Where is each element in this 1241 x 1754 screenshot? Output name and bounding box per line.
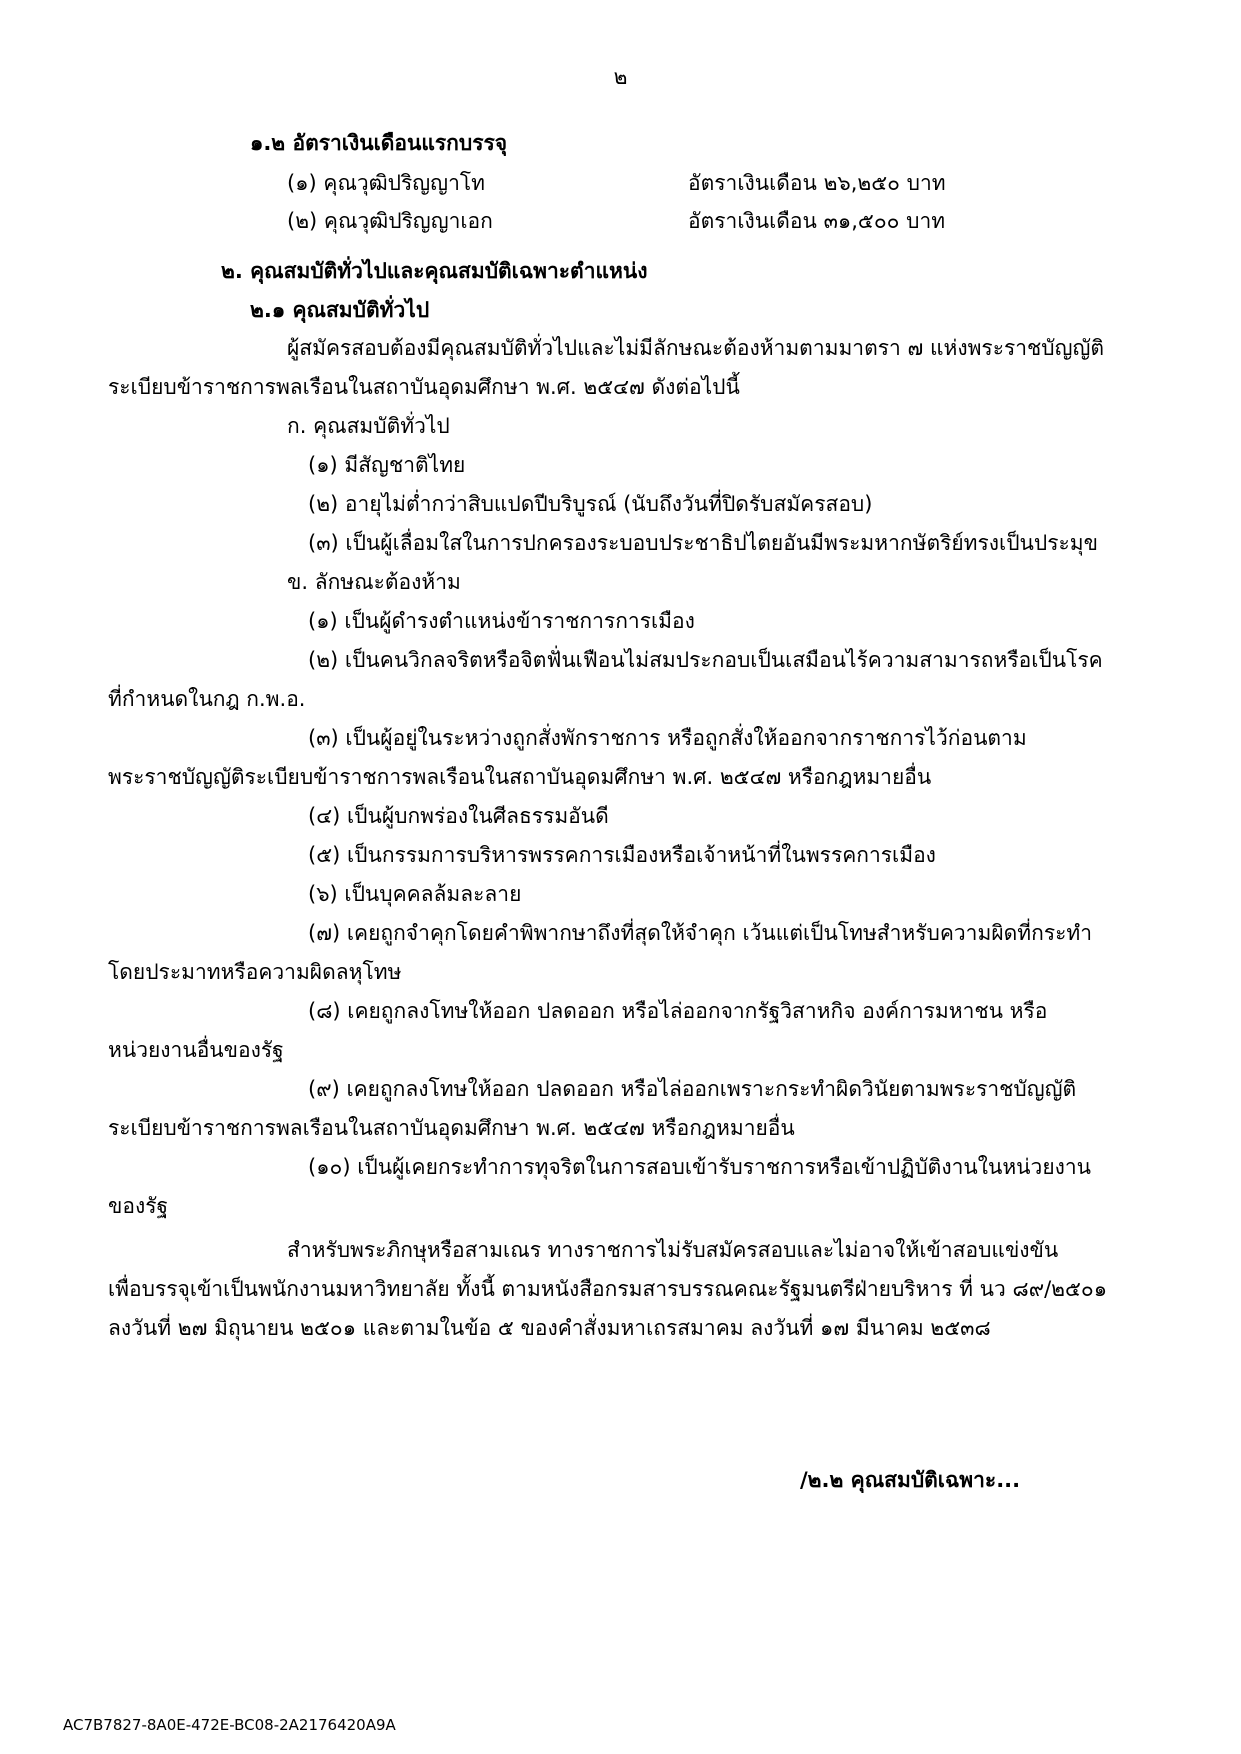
- prohibition-item-8: (๘) เคยถูกลงโทษให้ออก ปลดออก หรือไล่ออกจากรัฐวิสาหกิจ องค์การมหาชน หรือ: [308, 999, 1048, 1023]
- prohibition-item-7: (๗) เคยถูกจำคุกโดยคำพิพากษาถึงที่สุดให้จำคุก เว้นแต่เป็นโทษสำหรับความผิดที่กระทำ: [308, 921, 1093, 945]
- prohibition-item-9-cont: ระเบียบข้าราชการพลเรือนในสถาบันอุดมศึกษา พ.ศ. ๒๕๔๗ หรือกฎหมายอื่น: [108, 1116, 795, 1140]
- qualification-item-1: (๑) มีสัญชาติไทย: [308, 453, 466, 477]
- prohibition-item-1: (๑) เป็นผู้ดำรงตำแหน่งข้าราชการการเมือง: [308, 609, 695, 633]
- prohibition-item-8-cont: หน่วยงานอื่นของรัฐ: [108, 1038, 284, 1062]
- prohibition-item-5: (๕) เป็นกรรมการบริหารพรรคการเมืองหรือเจ้าหน้าที่ในพรรคการเมือง: [308, 843, 936, 867]
- qualification-item-3: (๓) เป็นผู้เลื่อมใสในการปกครองระบอบประชาธิปไตยอันมีพระมหากษัตริย์ทรงเป็นประมุข: [308, 531, 1099, 555]
- prohibitions-heading: ข. ลักษณะต้องห้าม: [287, 570, 461, 594]
- monk-paragraph-line-1: สำหรับพระภิกษุหรือสามเณร ทางราชการไม่รับสมัครสอบและไม่อาจให้เข้าสอบแข่งขัน: [287, 1238, 1059, 1262]
- prohibition-item-9: (๙) เคยถูกลงโทษให้ออก ปลดออก หรือไล่ออกเพราะกระทำผิดวินัยตามพระราชบัญญัติ: [308, 1077, 1077, 1101]
- section-1-2-heading: ๑.๒ อัตราเงินเดือนแรกบรรจุ: [250, 131, 508, 155]
- salary-row-1-rate: อัตราเงินเดือน ๒๖,๒๕๐ บาท: [688, 171, 946, 195]
- intro-line-1: ผู้สมัครสอบต้องมีคุณสมบัติทั่วไปและไม่มีลักษณะต้องห้ามตามมาตรา ๗ แห่งพระราชบัญญัติ: [287, 336, 1105, 360]
- monk-paragraph-line-2: เพื่อบรรจุเข้าเป็นพนักงานมหาวิทยาลัย ทั้งนี้ ตามหนังสือกรมสารบรรณคณะรัฐมนตรีฝ่ายบริหาร ที่ นว ๘๙/๒๕๐๑: [108, 1277, 1108, 1301]
- prohibition-item-10-cont: ของรัฐ: [108, 1194, 169, 1218]
- salary-row-2-rate: อัตราเงินเดือน ๓๑,๕๐๐ บาท: [688, 209, 946, 233]
- prohibition-item-7-cont: โดยประมาทหรือความผิดลหุโทษ: [108, 960, 402, 984]
- salary-row-1-label: (๑) คุณวุฒิปริญญาโท: [287, 171, 485, 195]
- monk-paragraph-line-3: ลงวันที่ ๒๗ มิถุนายน ๒๕๐๑ และตามในข้อ ๕ ของคำสั่งมหาเถรสมาคม ลงวันที่ ๑๗ มีนาคม ๒๕๓๘: [108, 1316, 991, 1340]
- prohibition-item-2: (๒) เป็นคนวิกลจริตหรือจิตฟั่นเฟือนไม่สมประกอบเป็นเสมือนไร้ความสามารถหรือเป็นโรค: [308, 648, 1103, 672]
- prohibition-item-3-cont: พระราชบัญญัติระเบียบข้าราชการพลเรือนในสถาบันอุดมศึกษา พ.ศ. ๒๕๔๗ หรือกฎหมายอื่น: [108, 765, 932, 789]
- salary-row-2-label: (๒) คุณวุฒิปริญญาเอก: [287, 209, 493, 233]
- section-2-heading: ๒. คุณสมบัติทั่วไปและคุณสมบัติเฉพาะตำแหน่ง: [221, 259, 648, 283]
- prohibition-item-6: (๖) เป็นบุคคลล้มละลาย: [308, 882, 522, 906]
- prohibition-item-4: (๔) เป็นผู้บกพร่องในศีลธรรมอันดี: [308, 804, 609, 828]
- page-number: ๒: [613, 65, 628, 89]
- continuation-note: /๒.๒ คุณสมบัติเฉพาะ...: [800, 1468, 1021, 1492]
- general-qualifications-heading: ก. คุณสมบัติทั่วไป: [287, 414, 450, 438]
- document-id: AC7B7827-8A0E-472E-BC08-2A2176420A9A: [63, 1716, 396, 1734]
- qualification-item-2: (๒) อายุไม่ต่ำกว่าสิบแปดปีบริบูรณ์ (นับถึงวันที่ปิดรับสมัครสอบ): [308, 492, 873, 516]
- section-2-1-heading: ๒.๑ คุณสมบัติทั่วไป: [250, 298, 430, 322]
- prohibition-item-2-cont: ที่กำหนดในกฎ ก.พ.อ.: [108, 687, 306, 711]
- intro-line-2: ระเบียบข้าราชการพลเรือนในสถาบันอุดมศึกษา พ.ศ. ๒๕๔๗ ดังต่อไปนี้: [108, 375, 740, 399]
- prohibition-item-10: (๑๐) เป็นผู้เคยกระทำการทุจริตในการสอบเข้ารับราชการหรือเข้าปฏิบัติงานในหน่วยงาน: [308, 1155, 1092, 1179]
- prohibition-item-3: (๓) เป็นผู้อยู่ในระหว่างถูกสั่งพักราชการ หรือถูกสั่งให้ออกจากราชการไว้ก่อนตาม: [308, 726, 1027, 750]
